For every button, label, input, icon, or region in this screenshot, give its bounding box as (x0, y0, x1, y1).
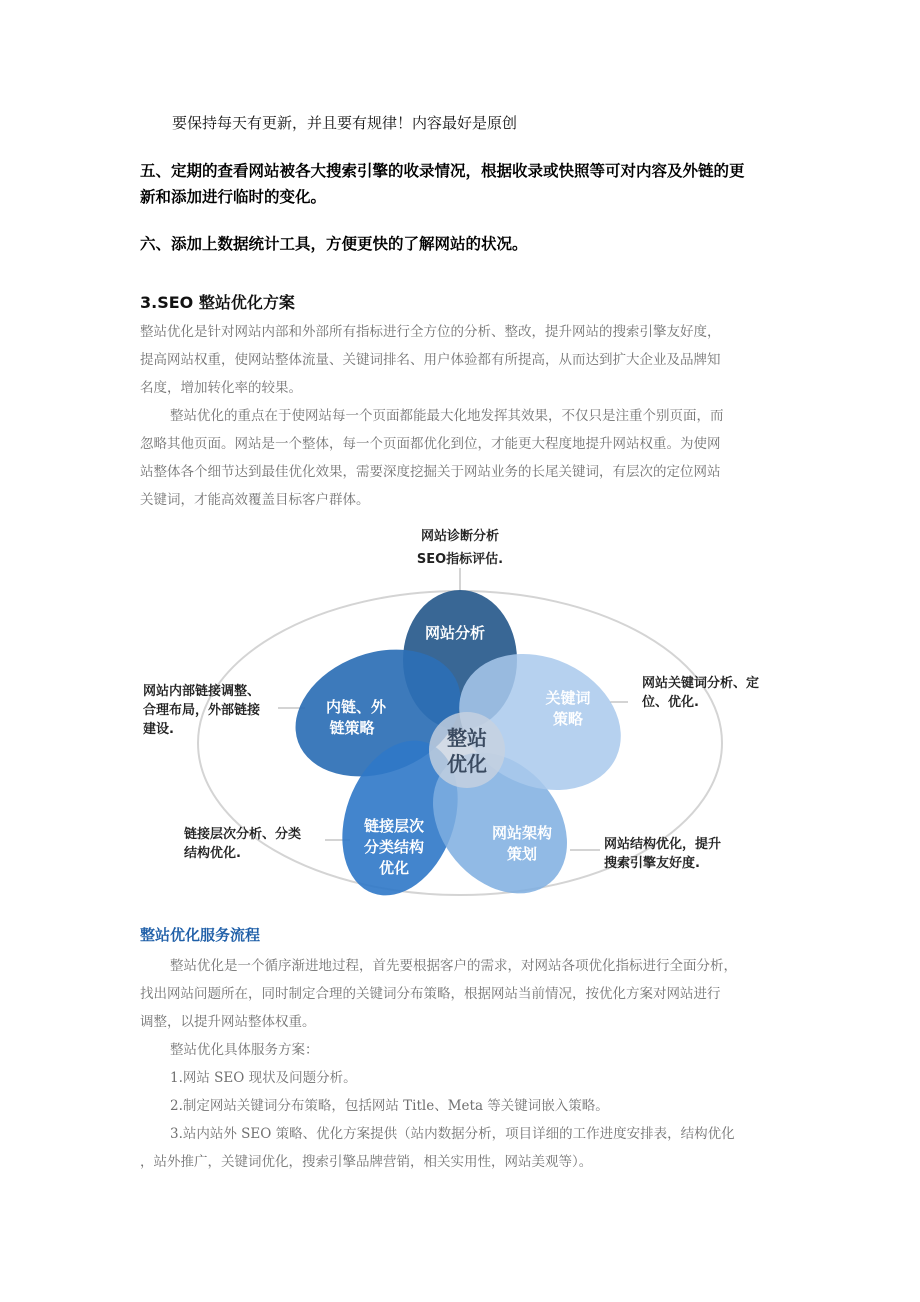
service-plan-item-continued: ，站外推广，关键词优化，搜索引擎品牌营销，相关实用性，网站美观等）。 (140, 1154, 593, 1170)
annotation-left-line-2: 合理布局，外部链接 (143, 703, 261, 718)
annotation-left-line-1: 网站内部链接调整、 (143, 684, 261, 699)
annotation-right-line-1: 网站关键词分析、定 (642, 676, 760, 691)
annotation-top-line-1: 网站诊断分析 (420, 529, 500, 544)
service-plan-intro: 整站优化具体服务方案： (170, 1042, 319, 1058)
petal-left-label-line-2: 链策略 (329, 719, 375, 737)
annotation-left-line-3: 建设. (143, 722, 174, 737)
section-3-para-1-line: 名度，增加转化率的较果。 (140, 380, 302, 396)
service-flow-para-line: 找出网站问题所在，同时制定合理的关键词分布策略，根据网站当前情况，按优化方案对网站进行 (140, 986, 721, 1002)
section-3-para-2-line: 忽略其他页面。网站是一个整体，每一个页面都优化到位，才能更大程度地提升网站权重。为使网 (140, 436, 721, 452)
section-3-para-2-line: 站整体各个细节达到最佳优化效果，需要深度挖掘关于网站业务的长尾关键词，有层次的定位网站 (140, 464, 721, 480)
petal-bottom-left-label-line-2: 分类结构 (363, 838, 425, 856)
petal-left-label-line-1: 内链、外 (325, 698, 387, 716)
petal-right-label-line-1: 关键词 (545, 689, 591, 707)
petal-right-label-line-2: 策略 (552, 710, 584, 728)
seo-flower-diagram (140, 515, 790, 900)
service-flow-heading: 整站优化服务流程 (140, 926, 261, 944)
section-3-para-2-line: 整站优化的重点在于使网站每一个页面都能最大化地发挥其效果，不仅只是注重个别页面，而 (170, 408, 724, 424)
item-5-line-2: 新和添加进行临时的变化。 (140, 188, 327, 206)
annotation-bottom-right-line-1: 网站结构优化，提升 (604, 837, 722, 852)
service-flow-para-line: 整站优化是一个循序渐进地过程，首先要根据客户的需求，对网站各项优化指标进行全面分析， (170, 958, 737, 974)
annotation-bottom-right-line-2: 搜索引擎友好度. (604, 856, 700, 871)
annotation-bottom-left-line-2: 结构优化. (184, 846, 241, 861)
service-plan-item: 2.制定网站关键词分布策略，包括网站 Title、Meta 等关键词嵌入策略。 (170, 1098, 609, 1114)
service-flow-para-line: 调整，以提升网站整体权重。 (140, 1014, 316, 1030)
annotation-bottom-left-line-1: 链接层次分析、分类 (184, 827, 302, 842)
center-circle (429, 712, 505, 788)
service-plan-item: 3.站内站外 SEO 策略、优化方案提供（站内数据分析，项目详细的工作进度安排表，结构优化 (170, 1126, 735, 1142)
section-3-para-1-line: 整站优化是针对网站内部和外部所有指标进行全方位的分析、整改，提升网站的搜索引擎友好度， (140, 324, 721, 340)
center-label-line-1: 整站 (447, 726, 487, 750)
service-plan-item: 1.网站 SEO 现状及问题分析。 (170, 1070, 357, 1086)
petal-bottom-left-label-line-3: 优化 (378, 859, 410, 877)
petal-bottom-right-label-line-2: 策划 (506, 845, 538, 863)
item-5-line-1: 五、定期的查看网站被各大搜索引擎的收录情况，根据收录或快照等可对内容及外链的更 (140, 162, 745, 180)
section-3-para-2-line: 关键词，才能高效覆盖目标客户群体。 (140, 492, 370, 508)
item-6: 六、添加上数据统计工具，方便更快的了解网站的状况。 (140, 235, 528, 253)
petal-bottom-right-label-line-1: 网站架构 (491, 824, 553, 842)
section-3-heading: 3.SEO 整站优化方案 (140, 293, 295, 312)
annotation-right-line-2: 位、优化. (642, 695, 699, 710)
petal-bottom-left-label-line-1: 链接层次 (363, 817, 425, 835)
annotation-top-line-2: SEO指标评估. (416, 552, 504, 567)
center-label-line-2: 优化 (447, 752, 487, 776)
section-3-para-1-line: 提高网站权重，使网站整体流量、关键词排名、用户体验都有所提高，从而达到扩大企业及品牌知 (140, 352, 721, 368)
petal-top-label: 网站分析 (424, 624, 486, 642)
intro-line: 要保持每天有更新，并且要有规律！内容最好是原创 (172, 114, 518, 132)
